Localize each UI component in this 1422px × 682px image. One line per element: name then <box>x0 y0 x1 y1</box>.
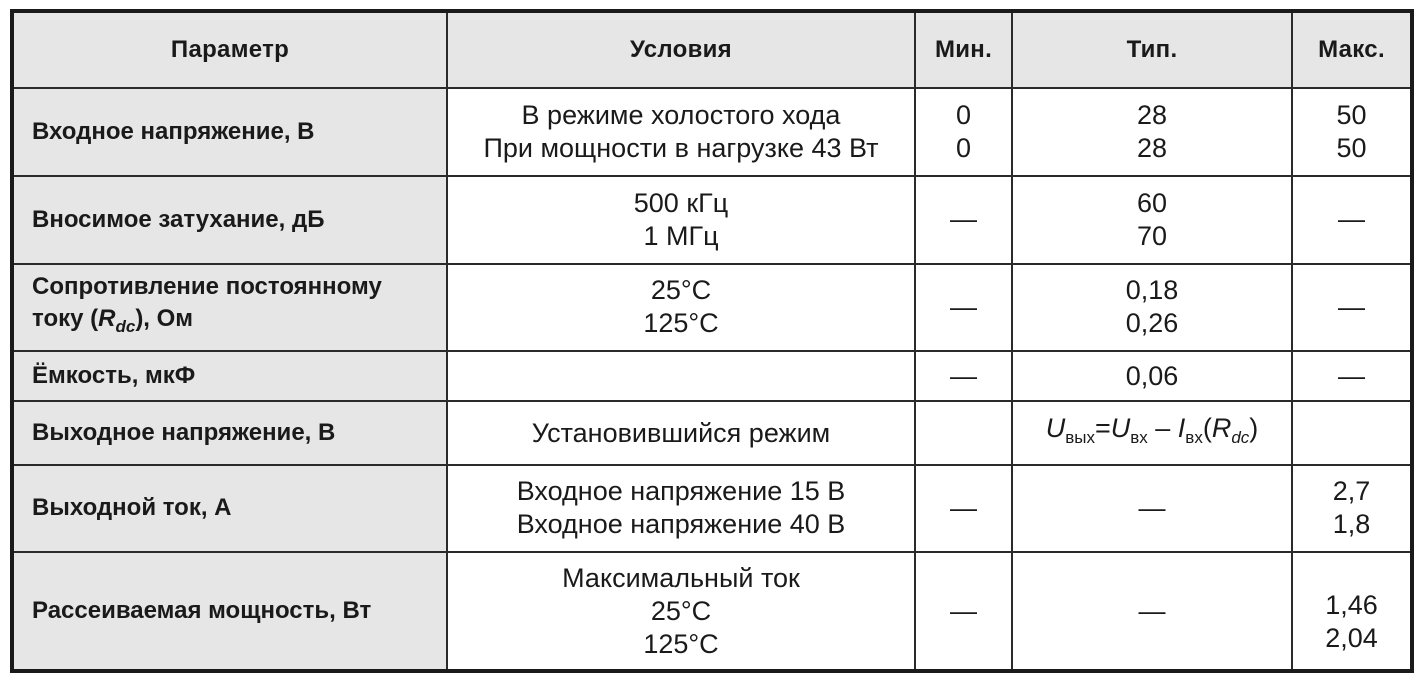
row-parameter: Выходной ток, А <box>12 465 447 553</box>
table-row <box>12 401 1412 464</box>
row-typ: 0,06 <box>1012 351 1292 401</box>
row-min: — <box>915 552 1012 671</box>
row-min <box>915 401 1012 464</box>
row-max: 1,46 2,04 <box>1292 552 1412 671</box>
table-row <box>12 465 1412 553</box>
row-conditions: Входное напряжение 15 В Входное напряжение 40 В <box>447 465 915 553</box>
row-typ: — <box>1012 552 1292 671</box>
row-typ: 0,18 0,26 <box>1012 264 1292 352</box>
row-parameter: Вносимое затухание, дБ <box>12 176 447 264</box>
row-parameter: Выходное напряжение, В <box>12 401 447 464</box>
spec-table <box>10 9 1414 673</box>
row-min: — <box>915 465 1012 553</box>
row-conditions: В режиме холостого хода При мощности в нагрузке 43 Вт <box>447 88 915 176</box>
row-typ: 60 70 <box>1012 176 1292 264</box>
row-parameter: Сопротивление постоянному току $(R_{dc})$, Ом <box>12 264 447 352</box>
header-row <box>12 11 1412 88</box>
row-conditions: Максимальный ток 25°С 125°С <box>447 552 915 671</box>
output-voltage-formula: $U_{вых}=U_{вх} - I_{вх}(R_{dc})$ <box>1045 413 1259 447</box>
table-row <box>12 552 1412 671</box>
row-typ: — <box>1012 465 1292 553</box>
row-min: — <box>915 351 1012 401</box>
header-max: Макс. <box>1292 11 1412 88</box>
table-row <box>12 88 1412 176</box>
row-typ: 28 28 <box>1012 88 1292 176</box>
row-max: 50 50 <box>1292 88 1412 176</box>
table-row <box>12 351 1412 401</box>
header-min: Мин. <box>915 11 1012 88</box>
row-conditions: 500 кГц 1 МГц <box>447 176 915 264</box>
header-conditions: Условия <box>447 11 915 88</box>
table-row <box>12 264 1412 352</box>
row-max: 2,7 1,8 <box>1292 465 1412 553</box>
row-min: — <box>915 264 1012 352</box>
row-max: — <box>1292 264 1412 352</box>
row-parameter: Рассеиваемая мощность, Вт <box>12 552 447 671</box>
table-row <box>12 176 1412 264</box>
row-max <box>1292 401 1412 464</box>
row-conditions: Установившийся режим <box>447 401 915 464</box>
header-parameter: Параметр <box>12 11 447 88</box>
row-parameter: Входное напряжение, В <box>12 88 447 176</box>
row-max: — <box>1292 176 1412 264</box>
header-typ: Тип. <box>1012 11 1292 88</box>
row-conditions: 25°С 125°С <box>447 264 915 352</box>
row-conditions <box>447 351 915 401</box>
row-max: — <box>1292 351 1412 401</box>
row-typ <box>1012 401 1292 464</box>
row-min: 0 0 <box>915 88 1012 176</box>
row-min: — <box>915 176 1012 264</box>
row-parameter: Ёмкость, мкФ <box>12 351 447 401</box>
